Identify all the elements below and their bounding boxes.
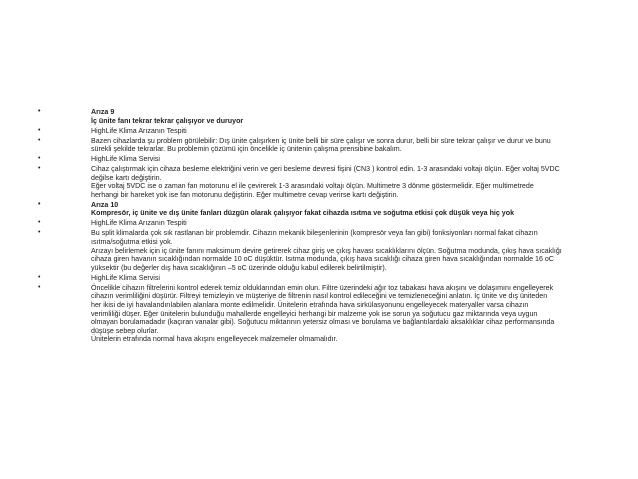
list-item [0, 201, 638, 218]
text-line: Eğer voltaj 5VDC ise o zaman fan motorunu el ile çevirerek 1-3 arasındaki voltajı ölçün. Multimetre 3 dönme göstermelidir. Eğer multimetrede [91, 182, 534, 191]
bullet-marker: • [38, 136, 41, 144]
bullet-marker: • [38, 200, 41, 208]
list-item [0, 137, 638, 154]
bullet-marker: • [38, 219, 41, 227]
text-line: Bu split klimalarda çok sık rastlanan bir problemdir. Cihazın mekanik bileşenlerinin (kompresör veya fan gibi) fonksiyonları normal fakat cihazın [91, 229, 538, 238]
list-item [0, 229, 638, 272]
bullet-marker: • [38, 108, 41, 115]
bullet-marker: • [38, 283, 41, 291]
text-line: her ikisi de iyi havalandırılabilen alanlara monte edilmelidir. Ünitelerin etrafında hava sirkülasyonunu engelleyecek materyaller varsa cihazın [91, 300, 529, 309]
list-item [0, 155, 638, 164]
bullet-marker: • [38, 155, 41, 163]
text-line: olmayan borulamadadır (kaçıran vanalar gibi). Soğutucu miktarının yetersiz olması ve borulama ve bağlantılardaki aksaklıklar cihaz performansında [91, 318, 555, 327]
text-line: HighLife Klima Servisi [91, 273, 160, 282]
text-line: ısıtma/soğutma etkisi yok. [91, 238, 173, 247]
list-item [0, 274, 638, 283]
text-line: Arızayı belirlemek için iç ünite fanını maksimum devire getirerek cihaz giriş ve çıkış havası sıcaklıklarını ölçün. Soğutma modunda, çıkış hava sıcaklığı [91, 246, 562, 255]
text-line: HighLife Klima Arızanın Tespiti [91, 126, 187, 135]
bullet-marker: • [38, 165, 41, 173]
text-line: Arıza 10 [91, 200, 119, 209]
text-line: Arıza 9 [91, 108, 115, 116]
list-item [0, 284, 638, 344]
text-line: Kompresör, iç ünite ve dış ünite fanları düzgün olarak çalışıyor fakat cihazda ısıtma ve soğutma etkisi çok düşük veya hiç yok [91, 209, 515, 218]
list-item [0, 108, 638, 125]
text-line: düşüşe sebep olurlar. [91, 326, 159, 335]
list-item [0, 165, 638, 199]
text-line: HighLife Klima Arızanın Tespiti [91, 219, 187, 228]
text-line: HighLife Klima Servisi [91, 155, 160, 164]
text-line: İç ünite fanı tekrar tekrar çalışıyor ve duruyor [91, 116, 244, 125]
text-line: sürekli şekilde tekrarlar. Bu problemin çözümü için öncelikle iç ünitenin çalışma prensibine bakalım. [91, 145, 402, 154]
text-line: cihazın verimliliğini düşürür. Filtreyi temizleyin ve müşteriye de filtrenin nasıl kontrol edileceğini ve temizleneceğini anlatın. İç ünite ve dış üniteden [91, 292, 548, 301]
text-line: Öncelikle cihazın filtrelerini kontrol ederek temiz olduklarından emin olun. Filtre üzerindeki ağır toz tabakası hava akışını ve dolaşımını engelleyerek [91, 283, 554, 292]
list-item [0, 127, 638, 136]
text-line: herhangi bir hareket yok ise fan motorunu değiştirin. Eğer multimetre cevap verirse kartı değiştirin. [91, 190, 399, 199]
text-line: cihaza giren havanın sıcaklığından normalde 10 oC düşüktür. Isıtma modunda, çıkış hava sıcaklığı cihaza giren hava sıcaklığından normalde 16 oC [91, 255, 554, 264]
bullet-marker: • [38, 126, 41, 134]
text-line: Cihaz çalıştırmak için cihaza besleme elektriğini verin ve geri besleme devresi fişini (CN3 ) kontrol edin. 1-3 arasındaki voltajı ölçün. Eğer voltaj 5VDC [91, 165, 560, 174]
list-item [0, 219, 638, 228]
text-line: Ünitelerin etrafında normal hava akışını engelleyecek malzemeler olmamalıdır. [91, 335, 338, 344]
text-line: değilse kartı değiştirin. [91, 173, 162, 182]
text-line: Bazen cihazlarda şu problem görülebilir: Dış ünite çalışırken iç ünite belli bir süre çalışır ve sonra durur, belli bir süre tekrar çalışır ve durur ve bunu [91, 136, 551, 145]
text-line: verimliliği düşer. Eğer ünitelerin bulunduğu mahallerde engelleyici herhangi bir malzeme yok ise sorun ya soğutucu gaz miktarında veya uygun [91, 309, 538, 318]
bullet-marker: • [38, 273, 41, 281]
text-line: yüksektir (bu değerler dış hava sıcaklığının –5 oC üzerinde olduğu kabul edilerek belirtilmiştir). [91, 263, 387, 272]
bullet-marker: • [38, 229, 41, 237]
bullet-list [0, 108, 638, 345]
